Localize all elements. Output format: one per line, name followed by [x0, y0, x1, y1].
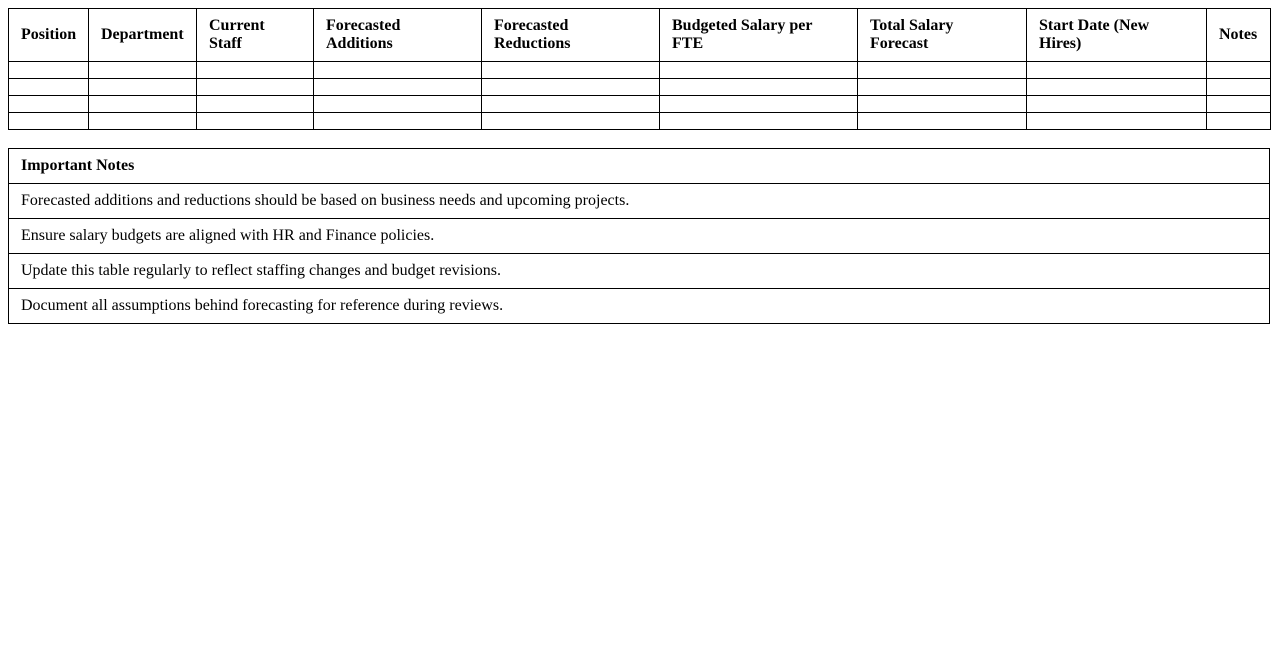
table-cell[interactable]: [89, 79, 197, 96]
header-department: Department: [89, 9, 197, 62]
table-cell[interactable]: [482, 96, 660, 113]
table-cell[interactable]: [660, 113, 858, 130]
header-budgeted-salary-per-fte: Budgeted Salary per FTE: [660, 9, 858, 62]
table-cell[interactable]: [314, 113, 482, 130]
header-current-staff: Current Staff: [197, 9, 314, 62]
table-cell[interactable]: [858, 96, 1027, 113]
header-start-date: Start Date (New Hires): [1027, 9, 1207, 62]
table-cell[interactable]: [1207, 113, 1271, 130]
important-notes-table: [8, 148, 1270, 324]
table-cell[interactable]: [1027, 113, 1207, 130]
table-header-row: [9, 9, 1271, 62]
table-row: [9, 62, 1271, 79]
table-cell[interactable]: [858, 113, 1027, 130]
table-cell[interactable]: [660, 79, 858, 96]
header-notes: Notes: [1207, 9, 1271, 62]
table-cell[interactable]: [89, 113, 197, 130]
table-cell[interactable]: [314, 62, 482, 79]
table-cell[interactable]: [858, 79, 1027, 96]
table-row: [9, 113, 1271, 130]
table-cell[interactable]: [314, 79, 482, 96]
table-cell[interactable]: [1207, 79, 1271, 96]
table-cell[interactable]: [9, 96, 89, 113]
table-cell[interactable]: [1207, 96, 1271, 113]
table-cell[interactable]: [1207, 62, 1271, 79]
note-item: Forecasted additions and reductions should be based on business needs and upcoming projects.: [9, 184, 1270, 219]
table-cell[interactable]: [197, 79, 314, 96]
table-row: [9, 96, 1271, 113]
table-cell[interactable]: [197, 62, 314, 79]
note-item: Ensure salary budgets are aligned with HR and Finance policies.: [9, 219, 1270, 254]
table-cell[interactable]: [660, 96, 858, 113]
table-cell[interactable]: [314, 96, 482, 113]
header-forecasted-reductions: Forecasted Reductions: [482, 9, 660, 62]
document-page: [0, 0, 1278, 324]
table-cell[interactable]: [9, 62, 89, 79]
table-cell[interactable]: [482, 79, 660, 96]
header-forecasted-additions: Forecasted Additions: [314, 9, 482, 62]
header-total-salary-forecast: Total Salary Forecast: [858, 9, 1027, 62]
notes-title: Important Notes: [9, 149, 1270, 184]
table-cell[interactable]: [1027, 96, 1207, 113]
table-cell[interactable]: [9, 113, 89, 130]
table-cell[interactable]: [197, 113, 314, 130]
table-cell[interactable]: [89, 62, 197, 79]
table-cell[interactable]: [482, 62, 660, 79]
table-cell[interactable]: [660, 62, 858, 79]
note-item: Update this table regularly to reflect staffing changes and budget revisions.: [9, 254, 1270, 289]
note-row: [9, 184, 1270, 219]
table-cell[interactable]: [197, 96, 314, 113]
table-cell[interactable]: [89, 96, 197, 113]
table-cell[interactable]: [9, 79, 89, 96]
staffing-forecast-table: [8, 8, 1271, 130]
note-row: [9, 289, 1270, 324]
table-cell[interactable]: [482, 113, 660, 130]
note-row: [9, 219, 1270, 254]
table-row: [9, 79, 1271, 96]
table-cell[interactable]: [1027, 79, 1207, 96]
note-row: [9, 254, 1270, 289]
header-position: Position: [9, 9, 89, 62]
note-item: Document all assumptions behind forecasting for reference during reviews.: [9, 289, 1270, 324]
table-cell[interactable]: [858, 62, 1027, 79]
notes-title-row: [9, 149, 1270, 184]
table-cell[interactable]: [1027, 62, 1207, 79]
